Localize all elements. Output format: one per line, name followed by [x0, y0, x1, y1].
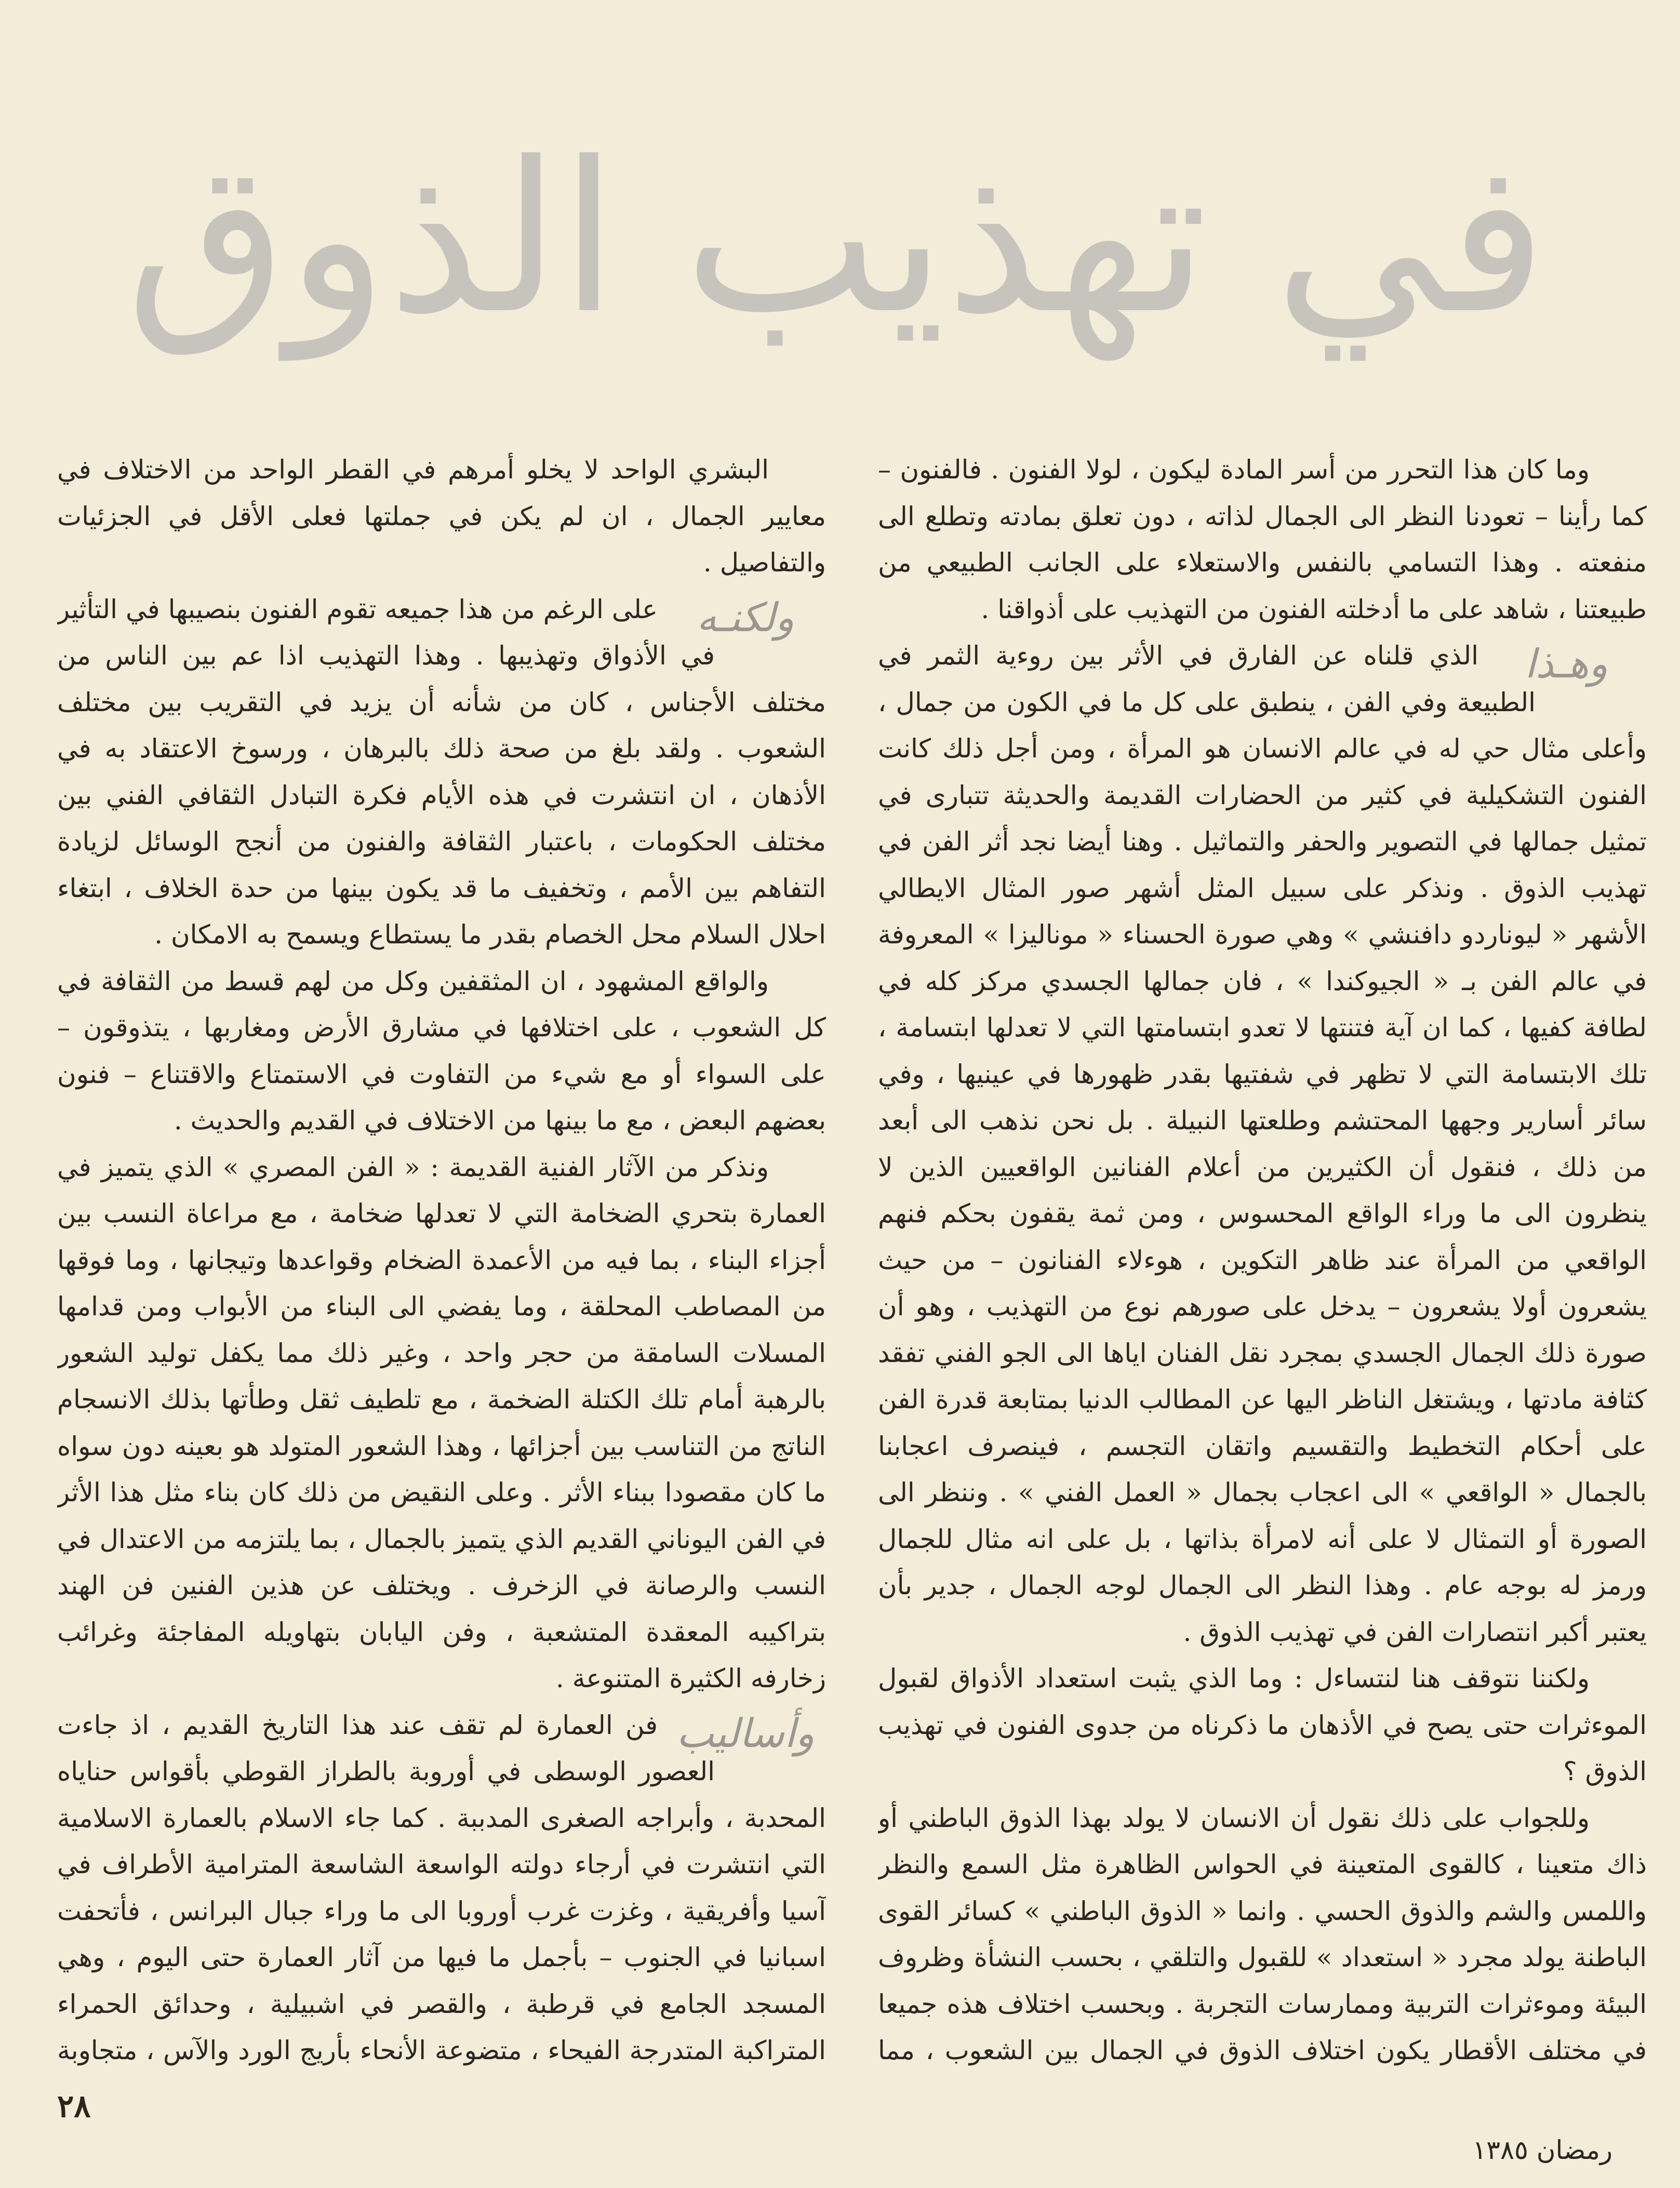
paragraph: ونذكر من الآثار الفنية القديمة : « الفن المصري » الذي يتميز في العمارة بتحري الضخامة التي لا تعدلها ضخامة ، مع مراعاة النسب بين أجزاء البناء ، بما فيه من الأعمدة الضخام وقواعدها وتيجانها ، وما فوقها من المصاطب المحلقة ، وما يفضي الى البناء من الأبواب ومن قدامها المسلات السامقة من حجر واحد ، وغير ذلك مما يكفل توليد الشعور بالرهبة أمام تلك الكتلة الضخمة ، مع تلطيف ثقل وطأتها بذلك الانسجام الناتج من التناسب بين أجزائها ، وهذا الشعور المتولد هو بعينه دون سواه ما كان مقصودا ببناء الأثر . وعلى النقيض من ذلك كان بناء مثل هذا الأثر في الفن اليوناني القديم الذي يتميز بالجمال ، بما يلتزمه من الاعتدال في النسب والرصانة في الزخرف . ويختلف عن هذين الفنين فن الهند بتراكيبه المعقدة المتشعبة ، وفن اليابان بتهاويله المفاجئة وغرائب زخارفه الكثيرة المتنوعة .: [57, 1152, 826, 1693]
paragraph: [878, 633, 1647, 1656]
article-title: في تهذيب الذوق: [126, 118, 1547, 359]
paragraph-text: فن العمارة لم تقف عند هذا التاريخ القديم ، اذ جاءت العصور الوسطى في أوروبة بالطراز القوطي بأقواس حناياه المحدبة ، وأبراجه الصغرى المدببة . كما جاء الاسلام بالعمارة الاسلامية التي انتشرت في أرجاء دولته الواسعة الشاسعة المترامية الأطراف في آسيا وأفريقية ، وغزت غرب أوروبا الى ما وراء جبال البرانس ، فأتحفت اسبانيا في الجنوب – بأجمل ما فيها من آثار العمارة حتى اليوم ، وهي المسجد الجامع في قرطبة ، والقصر في اشبيلية ، وحدائق الحمراء المتراكبة المتدرجة الفيحاء ، متضوعة الأنحاء بأريج الورد والآس ، متجاوبة: [57, 1710, 826, 2065]
paragraph: [57, 586, 826, 958]
paragraph: [57, 1702, 826, 2068]
paragraph: والواقع المشهود ، ان المثقفين وكل من لهم قسط من الثقافة في كل الشعوب ، على اختلافها في مشارق الأرض ومغاربها ، يتذوقون – على السواء أو مع شيء من التفاوت في الاستمتاع والاقتناع – فنون بعضهم البعض ، مع ما بينها من الاختلاف في القديم والحديث .: [57, 966, 826, 1136]
lead-word: ولكنـه: [697, 594, 794, 641]
paragraph-text: على الرغم من هذا جميعه تقوم الفنون بنصيبها في التأثير في الأذواق وتهذيبها . وهذا التهذيب اذا عم بين الناس من مختلف الأجناس ، كان من شأنه أن يزيد في التقريب بين مختلف الشعوب . ولقد بلغ من صحة ذلك بالبرهان ، ورسوخ الاعتقاد به في الأذهان ، ان انتشرت في هذه الأيام فكرة التبادل الثقافي الفني بين مختلف الحكومات ، باعتبار الثقافة والفنون من أنجح الوسائل لزيادة التفاهم بين الأمم ، وتخفيف ما قد يكون بينها من حدة الخلاف ، ابتغاء احلال السلام محل الخصام بقدر ما يستطاع ويسمح به الامكان .: [57, 594, 826, 950]
paragraph: ولكننا نتوقف هنا لنتساءل : وما الذي يثبت استعداد الأذواق لقبول الموءثرات حتى يصح في الأذهان ما ذكرناه من جدوى الفنون في تهذيب الذوق ؟: [878, 1663, 1647, 1786]
lead-word: وأساليب: [676, 1710, 815, 1756]
page-number: ٢٨: [57, 2088, 91, 2125]
left-column: [57, 447, 826, 2067]
paragraph: وللجواب على ذلك نقول أن الانسان لا يولد بهذا الذوق الباطني أو ذاك متعينا ، كالقوى المتعينة في الحواس الظاهرة مثل السمع والنظر واللمس والشم والذوق الحسي . وانما « الذوق الباطني » كسائر القوى الباطنة يولد مجرد « استعداد » للقبول والتلقي ، بحسب النشأة وظروف البيئة وموءثرات التربية وممارسات التجربة . وبحسب اختلاف هذه جميعا في مختلف الأقطار يكون اختلاف الذوق في الجمال بين الشعوب ، مما: [878, 1803, 1647, 2065]
lead-word: وهـذا: [1524, 641, 1608, 687]
paragraph: وما كان هذا التحرر من أسر المادة ليكون ، لولا الفنون . فالفنون – كما رأينا – تعودنا النظر الى الجمال لذاته ، دون تعلق بمادته وتطلع الى منفعته . وهذا التسامي بالنفس والاستعلاء على الجانب الطبيعي من طبيعتنا ، شاهد على ما أدخلته الفنون من التهذيب على أذواقنا .: [878, 455, 1647, 624]
issue-date: رمضان ١٣٨٥: [1472, 2135, 1612, 2165]
right-column: [878, 447, 1647, 2067]
paragraph: البشري الواحد لا يخلو أمرهم في القطر الواحد من الاختلاف في معايير الجمال ، ان لم يكن في جملتها فعلى الأقل في الجزئيات والتفاصيل .: [57, 455, 826, 578]
paragraph-text: الذي قلناه عن الفارق في الأثر بين روءية الثمر في الطبيعة وفي الفن ، ينطبق على كل ما في الكون من جمال ، وأعلى مثال حي له في عالم الانسان هو المرأة ، ومن أجل ذلك كانت الفنون التشكيلية في كثير من الحضارات القديمة والحديثة تتبارى في تمثيل جمالها في التصوير والحفر والتماثيل . وهنا أيضا نجد أثر الفن في تهذيب الذوق . ونذكر على سبيل المثل أشهر صور المثال الايطالي الأشهر « ليوناردو دافنشي » وهي صورة الحسناء « موناليزا » المعروفة في عالم الفن بـ « الجيوكندا » ، فان جمالها الجسدي مركز كله في لطافة كفيها ، كما ان آية فتنتها لا تعدو ابتسامتها التي لا تعدلها ابتسامة ، تلك الابتسامة التي لا تظهر في شفتيها بقدر ظهورها في عينيها ، وفي سائر أسارير وجهها المحتشم وطلعتها النبيلة . بل نحن نذهب الى أبعد من ذلك ، فنقول أن الكثيرين من أعلام الفنانين الواقعيين الذين لا ينظرون الى ما وراء الواقع المحسوس ، ومن ثمة يقفون بحكم فنهم الواقعي من المرأة عند ظاهر التكوين ، هوءلاء الفنانون – من حيث يشعرون أولا يشعرون – يدخل على صورهم نوع من التهذيب ، وهو أن صورة ذلك الجمال الجسدي بمجرد نقل الفنان اياها الى الجو الفني تفقد كثافة مادتها ، ويشتغل الناظر اليها عن المطالب الدنيا بمتابعة قدرة الفن على أحكام التخطيط والتقسيم واتقان التجسم ، فينصرف اعجابنا بالجمال « الواقعي » الى اعجاب بجمال « العمل الفني » . وننظر الى الصورة أو التمثال لا على أنه لامرأة بذاتها ، بل على انه مثال للجمال ورمز له بوجه عام . وهذا النظر الى الجمال لوجه الجمال ، جدير بأن يعتبر أكبر انتصارات الفن في تهذيب الذوق .: [878, 641, 1647, 1647]
